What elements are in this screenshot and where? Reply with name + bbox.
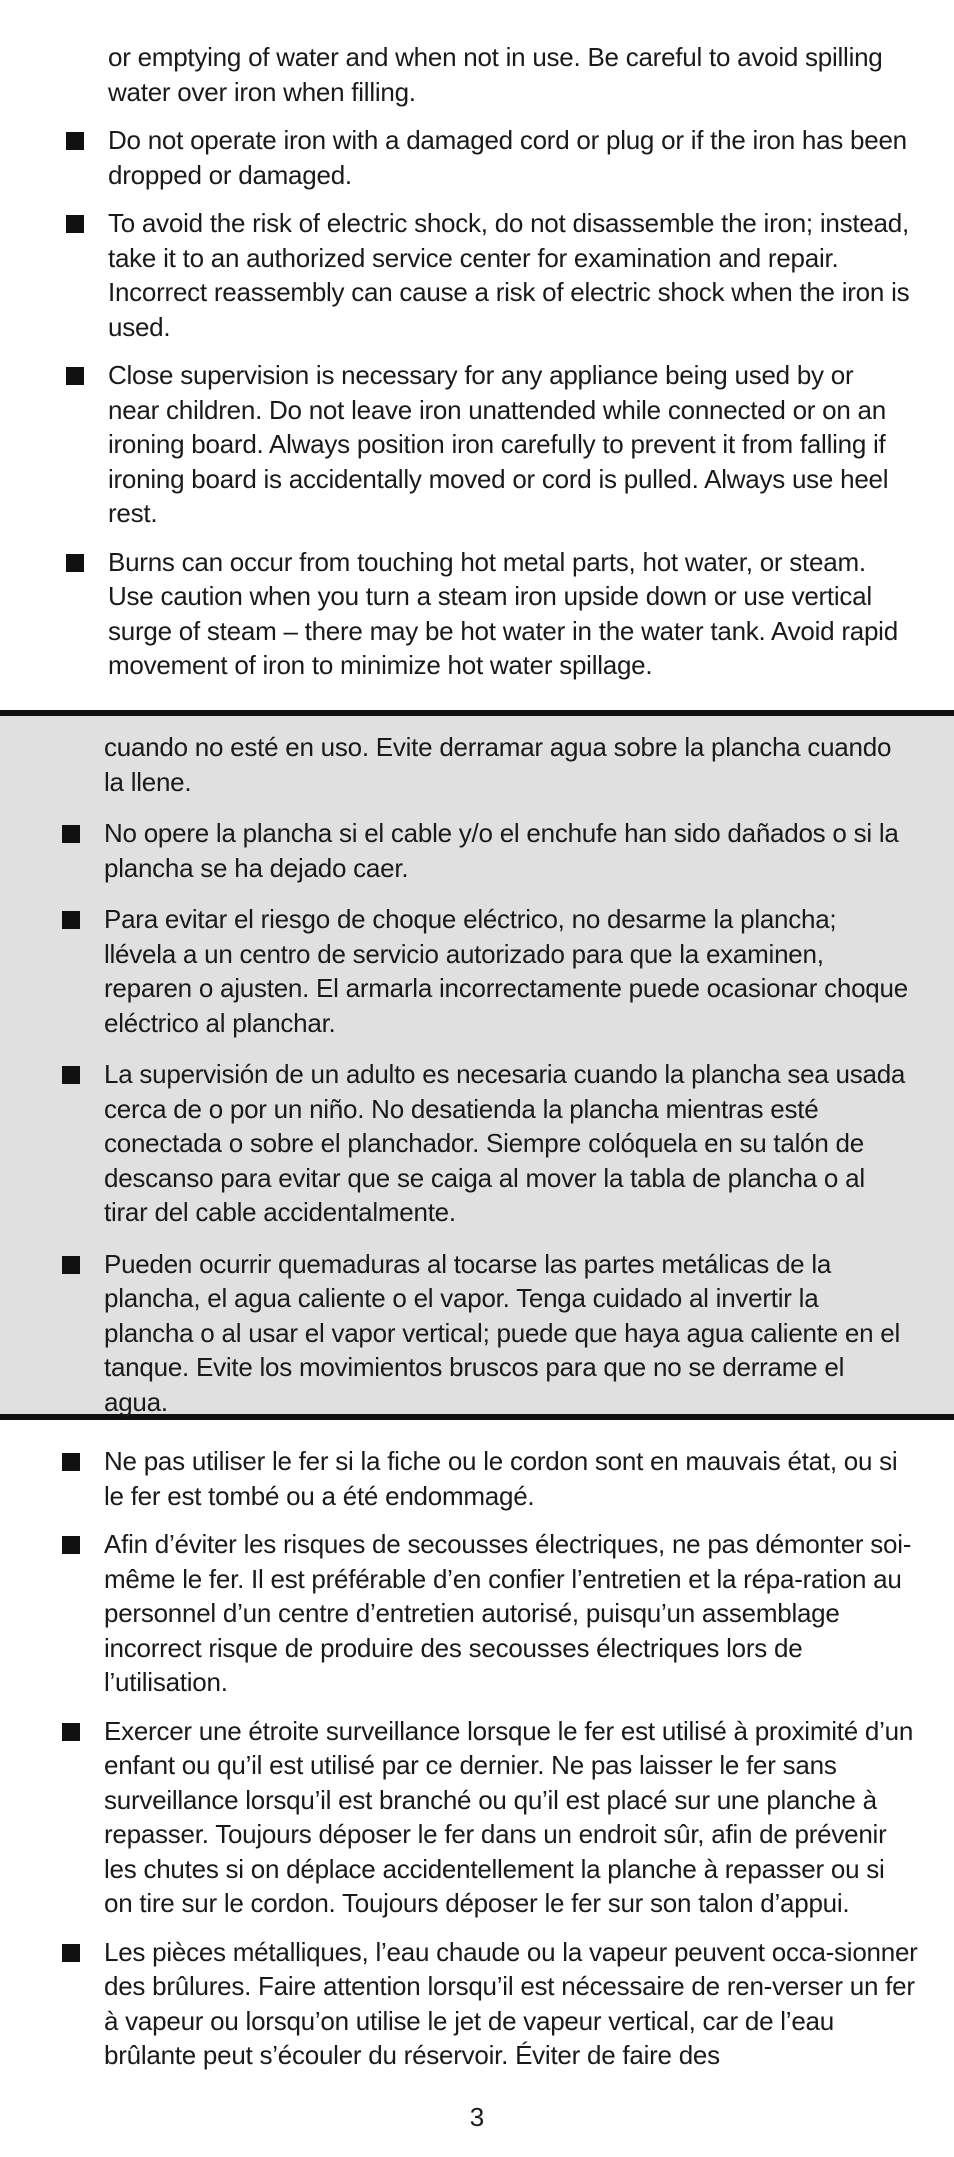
english-item-text: Close supervision is necessary for any appliance being used by or near children. Do not leave iron unattended while connected or on an ironing board. Always position iron carefully to prevent it from falling if ironing board is accidentally moved or cord is pulled. Always use heel rest. bbox=[108, 360, 889, 528]
square-bullet-icon bbox=[62, 1066, 80, 1084]
english-item-text: Burns can occur from touching hot metal parts, hot water, or steam. Use caution when you turn a steam iron upside down or use vertical surge of steam – there may be hot water in the water tank. Avoid rapid movement of iron to minimize hot water spillage. bbox=[108, 546, 898, 680]
french-list-item bbox=[62, 1714, 918, 1921]
square-bullet-icon bbox=[66, 554, 84, 572]
french-item-text: Les pièces métalliques, l’eau chaude ou la vapeur peuvent occa-sionner des brûlures. Faire attention lorsqu’il est nécessaire de ren-verser un fer à vapeur ou lorsqu’on utilise le jet de vapeur vertical, car de l’eau brûlante peut s’écouler du réservoir. Éviter de faire des bbox=[104, 1936, 918, 2070]
french-list-item bbox=[62, 1527, 918, 1700]
english-continuation-text: or emptying of water and when not in use. Be careful to avoid spilling water over iron when filling. bbox=[108, 42, 883, 107]
square-bullet-icon bbox=[62, 1944, 80, 1962]
square-bullet-icon bbox=[62, 1536, 80, 1554]
english-list-item bbox=[66, 206, 910, 344]
french-item-text: Exercer une étroite surveillance lorsque le fer est utilisé à proximité d’un enfant ou qu’il est utilisé par ce dernier. Ne pas laisser le fer sans surveillance lorsqu’il est branché ou qu’il est placé sur une planche à repasser. Toujours déposer le fer dans un endroit sûr, afin de prévenir les chutes si on déplace accidentellement la planche à repasser ou si on tire sur le cordon. Toujours déposer le fer sur son talon d’appui. bbox=[104, 1715, 914, 1918]
page-number: 3 bbox=[469, 2102, 485, 2132]
english-list-item bbox=[66, 358, 910, 531]
square-bullet-icon bbox=[62, 1453, 80, 1471]
english-item-text: Do not operate iron with a damaged cord or plug or if the iron has been dropped or damaged. bbox=[108, 125, 907, 190]
spanish-item-text: Para evitar el riesgo de choque eléctrico, no desarme la plancha; llévela a un centro de servicio autorizado para que la examinen, reparen o ajusten. El armarla incorrectamente puede ocasionar choque eléctrico al planchar. bbox=[104, 904, 908, 1038]
square-bullet-icon bbox=[66, 215, 84, 233]
spanish-list-item bbox=[62, 1247, 910, 1420]
spanish-item-text: La supervisión de un adulto es necesaria cuando la plancha sea usada cerca de o por un niño. No desatienda la plancha mientras esté conectada o sobre el planchador. Siempre colóquela en su talón de descanso para evitar que se caiga al mover la tabla de plancha o al tirar del cable accidentalmente. bbox=[104, 1059, 906, 1227]
spanish-list-item bbox=[62, 1057, 910, 1230]
english-list-item bbox=[66, 123, 910, 192]
french-item-text: Afin d’éviter les risques de secousses électriques, ne pas démonter soi-même le fer. Il est préférable d’en confier l’entretien et la répa-ration au personnel d’un centre d’entretien autorisé, puisqu’un assemblage incorrect risque de produire des secousses électriques lors de l’utilisation. bbox=[104, 1529, 912, 1697]
square-bullet-icon bbox=[66, 132, 84, 150]
english-safety-section bbox=[0, 0, 954, 710]
french-list-item bbox=[62, 1444, 918, 1513]
spanish-list-item bbox=[62, 902, 910, 1040]
english-item-text: To avoid the risk of electric shock, do not disassemble the iron; instead, take it to an authorized service center for examination and repair. Incorrect reassembly can cause a risk of electric shock when the iron is used. bbox=[108, 208, 910, 342]
french-item-text: Ne pas utiliser le fer si la fiche ou le cordon sont en mauvais état, ou si le fer est tombé ou a été endommagé. bbox=[104, 1446, 898, 1511]
square-bullet-icon bbox=[62, 911, 80, 929]
spanish-list-item bbox=[62, 816, 910, 885]
spanish-item-text: No opere la plancha si el cable y/o el enchufe han sido dañados o si la plancha se ha dejado caer. bbox=[104, 818, 899, 883]
square-bullet-icon bbox=[66, 367, 84, 385]
square-bullet-icon bbox=[62, 825, 80, 843]
english-list-item bbox=[66, 545, 910, 683]
spanish-safety-section bbox=[0, 710, 954, 1420]
french-list-item bbox=[62, 1935, 918, 2073]
square-bullet-icon bbox=[62, 1256, 80, 1274]
spanish-continuation-text: cuando no esté en uso. Evite derramar agua sobre la plancha cuando la llene. bbox=[104, 732, 892, 797]
french-safety-section bbox=[0, 1420, 954, 2110]
square-bullet-icon bbox=[62, 1723, 80, 1741]
spanish-item-text: Pueden ocurrir quemaduras al tocarse las partes metálicas de la plancha, el agua caliente o el vapor. Tenga cuidado al invertir la plancha o al usar el vapor vertical; puede que haya agua caliente en el tanque. Evite los movimientos bruscos para que no se derrame el agua. bbox=[104, 1248, 901, 1417]
